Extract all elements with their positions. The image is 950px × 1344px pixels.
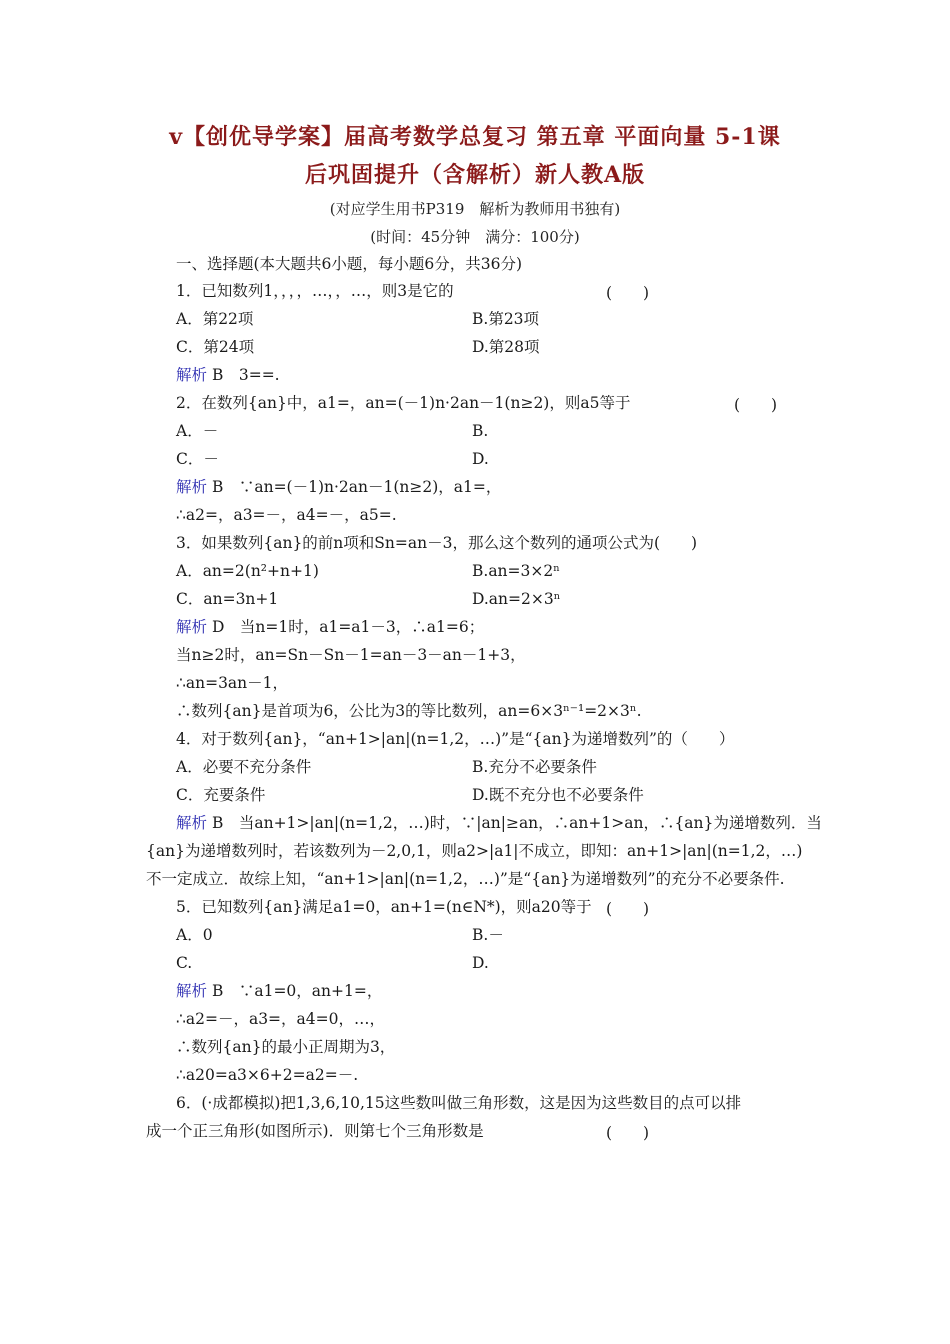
q2-option-c: C．－	[176, 450, 219, 468]
q2-option-d: D.	[472, 450, 489, 468]
q6-answer-blank: ( )	[606, 1124, 650, 1142]
q5-solution-line3: ∴数列{an}的最小正周期为3，	[176, 1038, 396, 1056]
q5-solution-line4: ∴a20=a3×6+2=a2=－.	[176, 1066, 359, 1084]
q3-option-a: A．an=2(n²+n+1)	[176, 562, 319, 580]
q4-stem: 4．对于数列{an}，“an+1>|an|(n=1,2，…)”是“{an}为递增数列”的（ ）	[176, 730, 735, 748]
document-title-line2: 后巩固提升（含解析）新人教A版	[304, 162, 646, 188]
q5-stem: 5．已知数列{an}满足a1=0，an+1=(n∈N*)，则a20等于	[176, 898, 592, 916]
usage-note: (对应学生用书P319 解析为教师用书独有)	[329, 200, 621, 218]
solution-label: 解析	[176, 478, 208, 496]
q4-solution	[176, 813, 822, 833]
q3-solution-line3: ∴an=3an－1，	[176, 674, 289, 692]
solution-text: B ∵a1=0，an+1=，	[211, 982, 383, 1000]
q2-answer-blank: ( )	[734, 396, 778, 414]
solution-label: 解析	[176, 618, 208, 636]
q4-option-d: D.既不充分也不必要条件	[472, 786, 644, 804]
solution-label: 解析	[176, 814, 208, 832]
q2-stem: 2．在数列{an}中，a1=，an=(－1)n·2an－1(n≥2)，则a5等于	[176, 394, 631, 412]
solution-text: B 3==.	[211, 366, 280, 384]
q6-stem-line2: 成一个正三角形(如图所示)．则第七个三角形数是	[146, 1122, 484, 1140]
q4-option-b: B.充分不必要条件	[472, 758, 597, 776]
solution-label: 解析	[176, 982, 208, 1000]
q1-option-a: A．第22项	[176, 310, 254, 328]
section-heading: 一、选择题(本大题共6小题，每小题6分，共36分)	[176, 255, 523, 273]
q4-solution-line3: 不一定成立．故综上知，“an+1>|an|(n=1,2，…)”是“{an}为递增数列”的充分不必要条件.	[146, 870, 785, 888]
q4-option-a: A．必要不充分条件	[176, 758, 312, 776]
q5-solution	[176, 981, 382, 1001]
q1-stem: 1．已知数列1，，，，…，，…，则3是它的	[176, 282, 454, 300]
q3-solution-line2: 当n≥2时，an=Sn－Sn－1=an－3－an－1+3，	[176, 646, 526, 664]
q2-option-a: A．－	[176, 422, 219, 440]
q4-solution-line2: {an}为递增数列时，若该数列为－2,0,1，则a2>|a1|不成立，即知：an+1>|an|(n=1,2，…)	[146, 842, 803, 860]
q3-stem: 3．如果数列{an}的前n项和Sn=an－3，那么这个数列的通项公式为( )	[176, 534, 698, 552]
q1-option-c: C．第24项	[176, 338, 255, 356]
q1-option-b: B.第23项	[472, 310, 540, 328]
q5-option-b: B.－	[472, 926, 504, 944]
q2-solution	[176, 477, 501, 497]
q3-option-c: C．an=3n+1	[176, 590, 279, 608]
solution-text: D 当n=1时，a1=a1－3，∴a1=6；	[211, 618, 485, 636]
q3-solution	[176, 617, 484, 637]
time-score-note: (时间：45分钟 满分：100分)	[370, 228, 580, 246]
q4-option-c: C．充要条件	[176, 786, 266, 804]
solution-text: B 当an+1>|an|(n=1,2，…)时，∵|an|≥an，∴an+1>an，∴{an}为递增数列．当	[211, 814, 822, 832]
q3-option-d: D.an=2×3ⁿ	[472, 590, 561, 608]
q5-option-d: D.	[472, 954, 489, 972]
solution-label: 解析	[176, 366, 208, 384]
q2-option-b: B.	[472, 422, 489, 440]
solution-text: B ∵an=(－1)n·2an－1(n≥2)，a1=，	[211, 478, 502, 496]
q5-option-a: A．0	[176, 926, 213, 944]
q3-option-b: B.an=3×2ⁿ	[472, 562, 560, 580]
q5-answer-blank: ( )	[606, 900, 650, 918]
q2-solution-line2: ∴a2=，a3=－，a4=－，a5=.	[176, 506, 397, 524]
q1-solution	[176, 365, 280, 385]
q3-solution-line4: ∴数列{an}是首项为6，公比为3的等比数列，an=6×3ⁿ⁻¹=2×3ⁿ.	[176, 702, 642, 720]
q6-stem: 6．(·成都模拟)把1,3,6,10,15这些数叫做三角形数，这是因为这些数目的点可以排	[176, 1094, 742, 1112]
document-title-line1: v【创优导学案】届高考数学总复习 第五章 平面向量 5-1课	[169, 124, 781, 150]
q1-option-d: D.第28项	[472, 338, 540, 356]
q1-answer-blank: ( )	[606, 284, 650, 302]
q5-option-c: C.	[176, 954, 193, 972]
q5-solution-line2: ∴a2=－，a3=，a4=0，…，	[176, 1010, 385, 1028]
